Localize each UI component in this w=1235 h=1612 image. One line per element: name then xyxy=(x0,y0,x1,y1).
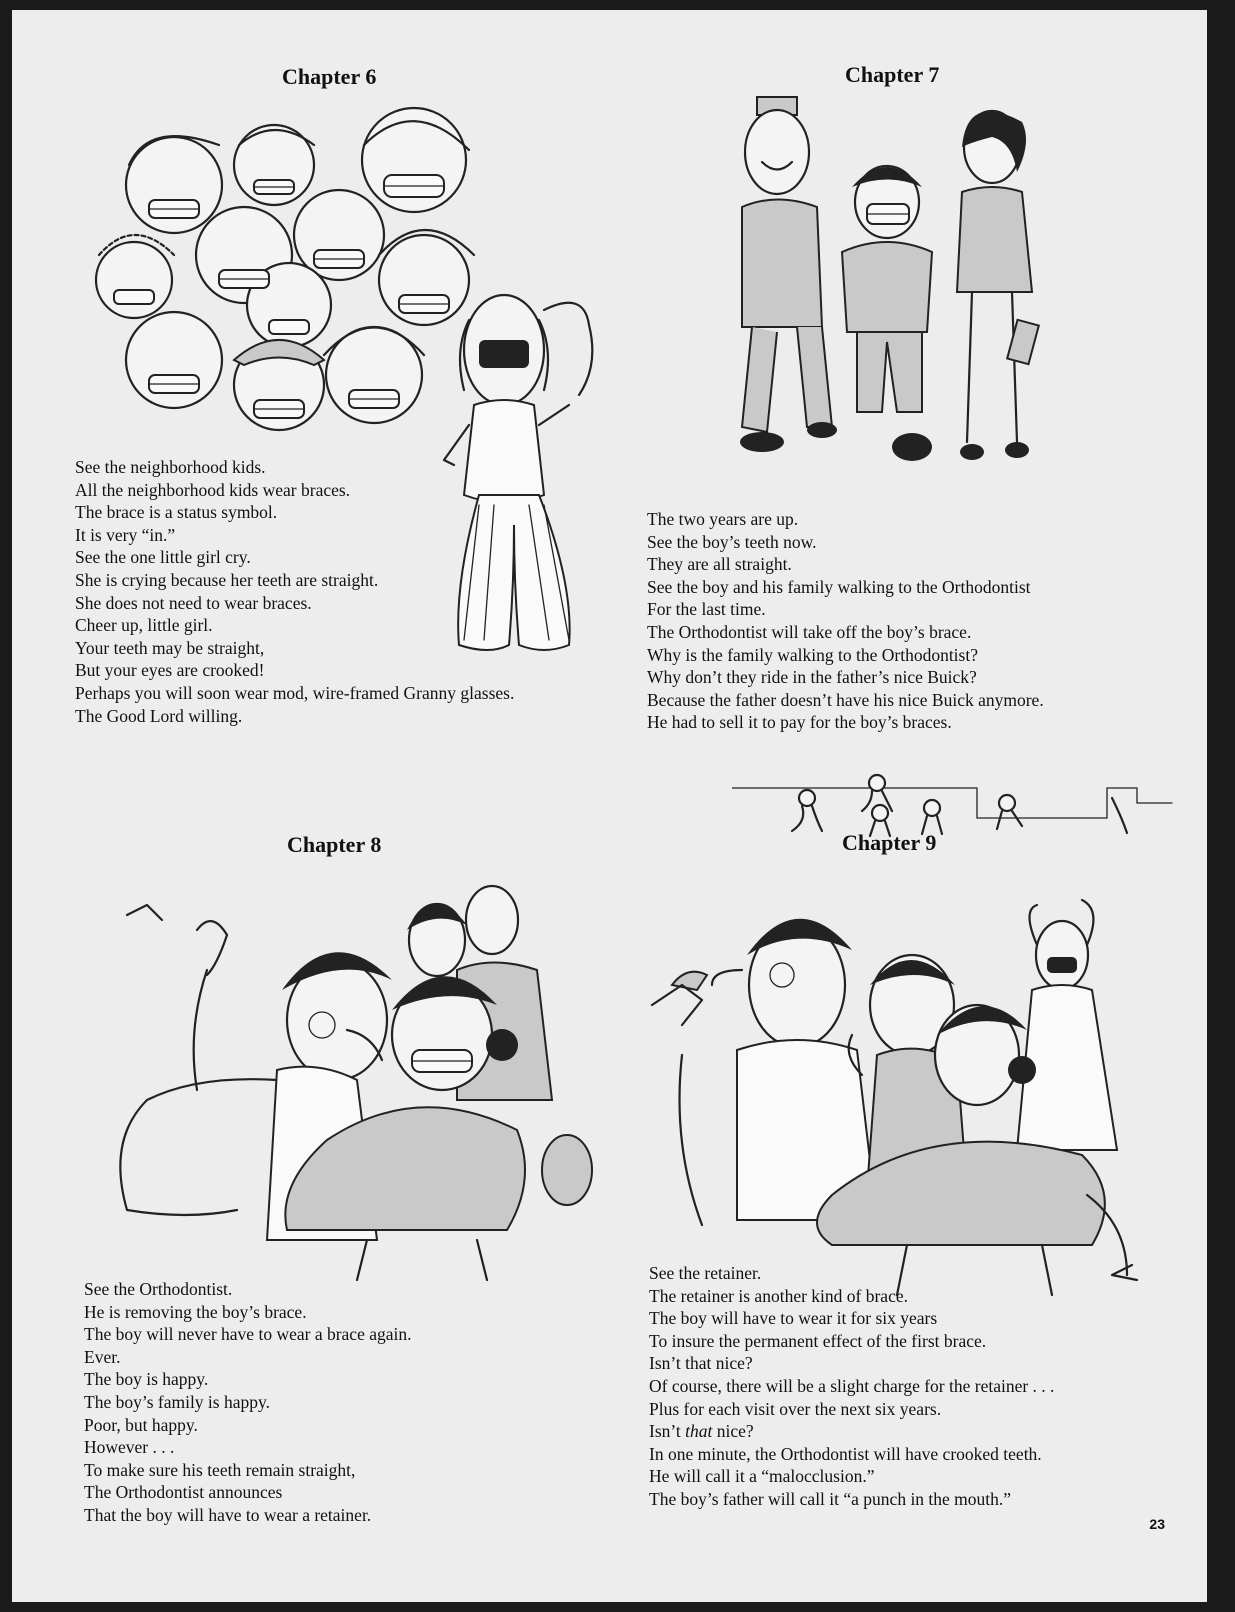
chapter-7-line: See the boy and his family walking to the Orthodontist xyxy=(647,576,1031,597)
chapter-7-line: See the boy’s teeth now. xyxy=(647,531,817,552)
chapter-9-line: Of course, there will be a slight charge for the retainer . . . xyxy=(649,1375,1055,1396)
chapter-7-heading: Chapter 7 xyxy=(845,62,940,87)
chapter-6-heading: Chapter 6 xyxy=(282,64,377,89)
page-number: 23 xyxy=(1149,1516,1165,1532)
chapter-8-line: The boy will never have to wear a brace again. xyxy=(84,1324,412,1345)
chapter-7-line: Why is the family walking to the Orthodontist? xyxy=(647,644,978,665)
chapter-7-line: The two years are up. xyxy=(647,509,799,529)
chapter-8-heading: Chapter 8 xyxy=(287,832,382,857)
chapter-8-line: The boy is happy. xyxy=(84,1369,209,1390)
chapter-9-line: To insure the permanent effect of the first brace. xyxy=(649,1330,987,1351)
chapter-9-line: Plus for each visit over the next six years. xyxy=(649,1398,942,1419)
chapter-6-line: Cheer up, little girl. xyxy=(75,615,213,636)
chapter-8-text xyxy=(84,1278,411,1527)
chapter-6-line: Your teeth may be straight, xyxy=(75,637,265,658)
chapter-9-line: The boy’s father will call it “a punch in the mouth.” xyxy=(649,1488,1012,1509)
chapter-6-line: See the one little girl cry. xyxy=(75,547,251,568)
chapter-9-line: He will call it a “malocclusion.” xyxy=(649,1466,875,1487)
chapter-8-line: Poor, but happy. xyxy=(84,1414,198,1435)
chapter-6-line: She does not need to wear braces. xyxy=(75,592,312,613)
chapter-7-line: They are all straight. xyxy=(647,554,792,575)
chapter-8-line: The Orthodontist announces xyxy=(84,1482,283,1503)
chapter-6-text xyxy=(75,456,514,727)
chapter-9-line: In one minute, the Orthodontist will have crooked teeth. xyxy=(649,1443,1042,1464)
chapter-9-line: The retainer is another kind of brace. xyxy=(649,1285,908,1306)
chapter-8-line: However . . . xyxy=(84,1437,175,1458)
chapter-8-line: That the boy will have to wear a retainer. xyxy=(84,1504,372,1525)
brace-removal-illustration xyxy=(97,870,617,1290)
chapter-8-line: The boy’s family is happy. xyxy=(84,1391,270,1412)
chapter-6-line: The brace is a status symbol. xyxy=(75,502,278,523)
chapter-7-text xyxy=(647,508,1044,734)
chapter-9-text xyxy=(649,1262,1054,1511)
chapter-7-line: For the last time. xyxy=(647,599,766,620)
retainer-illustration xyxy=(642,895,1187,1315)
chapter-9-heading: Chapter 9 xyxy=(842,830,937,855)
magazine-page xyxy=(12,10,1207,1602)
chapter-6-line: Perhaps you will soon wear mod, wire-framed Granny glasses. xyxy=(75,682,515,703)
chapter-6-line: She is crying because her teeth are straight. xyxy=(75,569,379,590)
chapter-8-line: He is removing the boy’s brace. xyxy=(84,1301,307,1322)
chapter-7-line: He had to sell it to pay for the boy’s braces. xyxy=(647,712,952,733)
chapter-9-line: The boy will have to wear it for six years xyxy=(649,1308,938,1329)
chapter-6-line: The Good Lord willing. xyxy=(75,705,243,726)
chapter-8-line: Ever. xyxy=(84,1346,121,1367)
chapter-9-line: See the retainer. xyxy=(649,1263,762,1283)
family-walking-illustration xyxy=(727,92,1067,492)
chapter-6-line: It is very “in.” xyxy=(75,524,176,545)
chapter-9-line: Isn’t that nice? xyxy=(649,1421,754,1442)
chapter-6-line: But your eyes are crooked! xyxy=(75,660,265,681)
chapter-8-line: See the Orthodontist. xyxy=(84,1279,233,1299)
chapter-6-line: See the neighborhood kids. xyxy=(75,457,266,477)
marginal-cartoon-strip xyxy=(732,768,1182,843)
chapter-7-line: Because the father doesn’t have his nice Buick anymore. xyxy=(647,689,1044,710)
chapter-7-line: The Orthodontist will take off the boy’s brace. xyxy=(647,621,972,642)
chapter-6-line: All the neighborhood kids wear braces. xyxy=(75,479,351,500)
chapter-8-line: To make sure his teeth remain straight, xyxy=(84,1459,356,1480)
chapter-9-line: Isn’t that nice? xyxy=(649,1353,753,1374)
chapter-7-line: Why don’t they ride in the father’s nice Buick? xyxy=(647,667,977,688)
